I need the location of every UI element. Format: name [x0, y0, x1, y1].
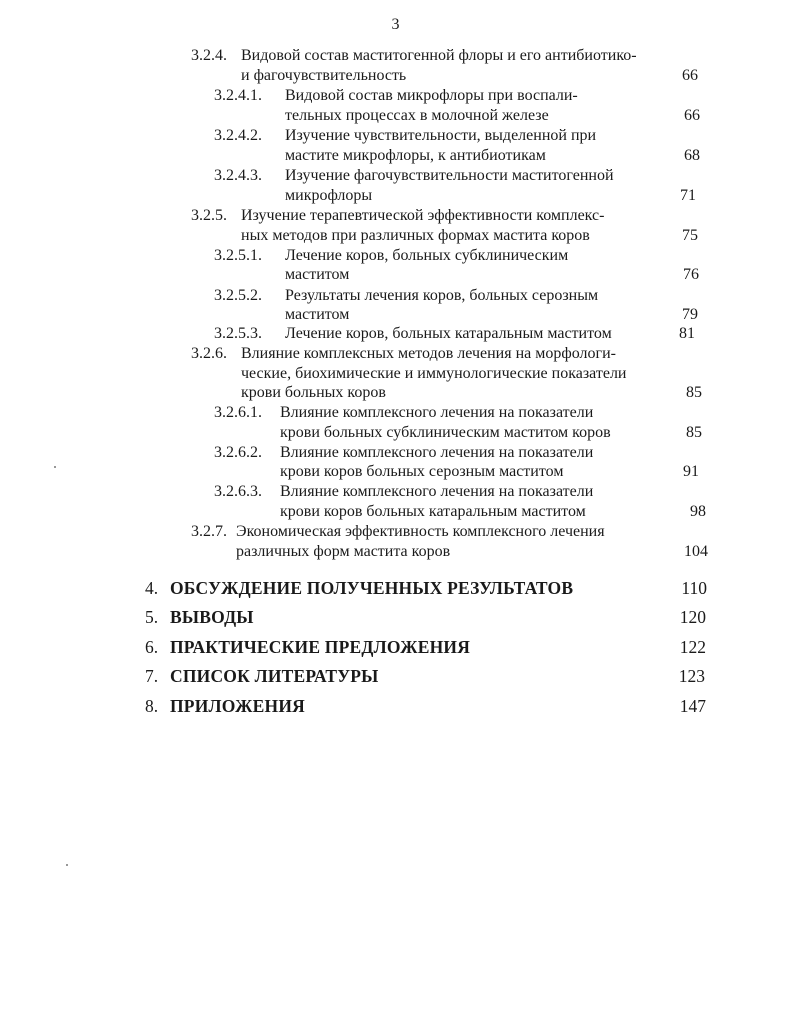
toc-number: 3.2.6.2.: [214, 444, 262, 461]
toc-title-line: и фагочувствительность: [241, 67, 407, 84]
toc-title-line: Влияние комплексных методов лечения на морфологи-: [241, 345, 616, 362]
scan-speck: [66, 864, 68, 866]
toc-page: 81: [679, 325, 695, 342]
toc-title-line: Влияние комплексного лечения на показатели: [280, 404, 594, 421]
toc-number: 3.2.6.1.: [214, 404, 262, 421]
chapter-number: 5.: [145, 607, 159, 627]
chapter-page: 122: [679, 637, 706, 657]
toc-number: 3.2.6.: [191, 345, 227, 362]
toc-title-line: Влияние комплексного лечения на показатели: [280, 483, 594, 500]
toc-number: 3.2.4.2.: [214, 127, 262, 144]
toc-title-line: различных форм мастита коров: [236, 543, 451, 560]
toc-title-line: Изучение терапевтической эффективности комплекс-: [241, 207, 605, 224]
toc-title-line: маститом: [285, 266, 350, 283]
toc-page: 66: [682, 67, 698, 84]
toc-title-line: Экономическая эффективность комплексного лечения: [236, 523, 605, 540]
toc-page: 68: [684, 147, 700, 164]
page-number: 3: [391, 16, 400, 33]
toc-title-line: Результаты лечения коров, больных серозным: [285, 287, 599, 304]
toc-title-line: Видовой состав микрофлоры при воспали-: [285, 87, 578, 104]
toc-page: 104: [684, 543, 708, 560]
toc-title-line: крови коров больных серозным маститом: [280, 463, 564, 480]
chapter-number: 7.: [145, 666, 159, 686]
chapter-page: 110: [681, 578, 707, 598]
toc-page: 85: [686, 384, 702, 401]
chapter-title: СПИСОК ЛИТЕРАТУРЫ: [170, 666, 379, 686]
chapter-number: 8.: [145, 696, 159, 716]
toc-title-line: ческие, биохимические и иммунологические показатели: [241, 365, 627, 382]
toc-page: 98: [690, 503, 706, 520]
scan-speck: [54, 466, 56, 468]
toc-page: 85: [686, 424, 702, 441]
chapter-title: ПРИЛОЖЕНИЯ: [170, 696, 305, 716]
toc-page: 75: [682, 227, 698, 244]
toc-number: 3.2.4.3.: [214, 167, 262, 184]
toc-page: 66: [684, 107, 700, 124]
chapter-page: 123: [678, 666, 705, 686]
toc-title-line: крови коров больных катаральным маститом: [280, 503, 586, 520]
toc-title-line: Изучение чувствительности, выделенной при: [285, 127, 597, 144]
chapter-title: ОБСУЖДЕНИЕ ПОЛУЧЕННЫХ РЕЗУЛЬТАТОВ: [170, 578, 574, 598]
toc-title-line: микрофлоры: [285, 187, 373, 204]
toc-title-line: Влияние комплексного лечения на показатели: [280, 444, 594, 461]
chapter-number: 6.: [145, 637, 159, 657]
toc-title-line: Лечение коров, больных субклиническим: [285, 247, 569, 264]
toc-title-line: Лечение коров, больных катаральным маститом: [285, 325, 612, 342]
chapter-number: 4.: [145, 578, 159, 598]
toc-number: 3.2.5.1.: [214, 247, 262, 264]
toc-title-line: крови больных коров: [241, 384, 386, 401]
toc-title-line: ных методов при различных формах мастита коров: [241, 227, 590, 244]
toc-page: 76: [683, 266, 699, 283]
toc-number: 3.2.5.3.: [214, 325, 262, 342]
chapter-title: ВЫВОДЫ: [170, 607, 254, 627]
toc-title-line: маститом: [285, 306, 350, 323]
toc-title-line: мастите микрофлоры, к антибиотикам: [285, 147, 546, 164]
toc-page: 71: [680, 187, 696, 204]
chapter-page: 120: [679, 607, 706, 627]
toc-number: 3.2.7.: [191, 523, 227, 540]
toc-title-line: крови больных субклиническим маститом коров: [280, 424, 611, 441]
chapter-page: 147: [679, 696, 706, 716]
toc-number: 3.2.4.1.: [214, 87, 262, 104]
toc-title-line: Изучение фагочувствительности маститогенной: [285, 167, 614, 184]
toc-page: 79: [682, 306, 698, 323]
toc-number: 3.2.4.: [191, 47, 227, 64]
toc-title-line: тельных процессах в молочной железе: [285, 107, 549, 124]
toc-number: 3.2.6.3.: [214, 483, 262, 500]
toc-number: 3.2.5.: [191, 207, 227, 224]
toc-page: 91: [683, 463, 699, 480]
chapter-title: ПРАКТИЧЕСКИЕ ПРЕДЛОЖЕНИЯ: [170, 637, 471, 657]
toc-number: 3.2.5.2.: [214, 287, 262, 304]
toc-title-line: Видовой состав маститогенной флоры и его антибиотико-: [241, 47, 637, 64]
